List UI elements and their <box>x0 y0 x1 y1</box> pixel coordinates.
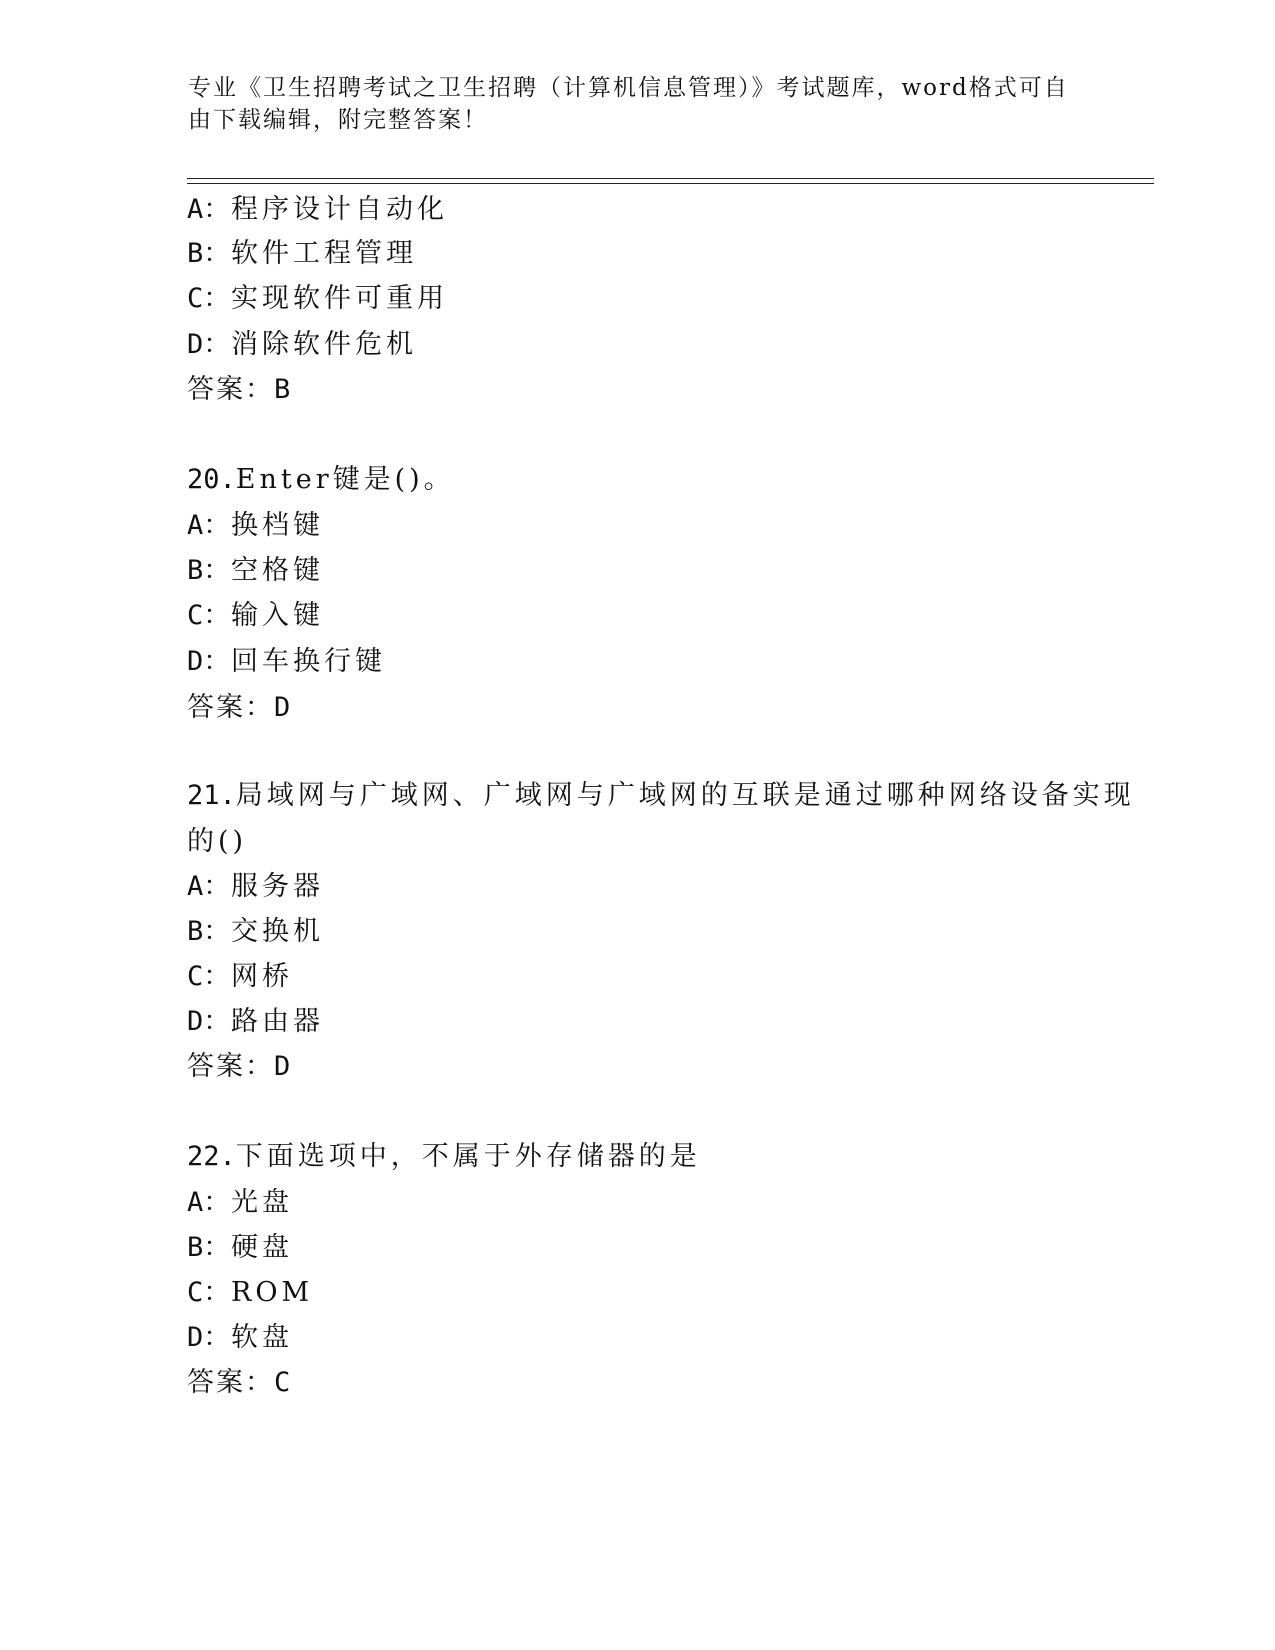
option-text: 光盘 <box>231 1187 293 1218</box>
option-text: 服务器 <box>231 871 324 902</box>
option-letter: D： <box>187 329 231 360</box>
question-number: 22. <box>187 1141 236 1172</box>
option-row <box>187 506 324 546</box>
option-text: 回车换行键 <box>231 646 386 677</box>
question-number: 20. <box>187 464 236 495</box>
option-text: 路由器 <box>231 1006 324 1037</box>
option-letter: D： <box>187 646 231 677</box>
option-letter: B： <box>187 1232 231 1263</box>
document-header <box>188 72 1088 136</box>
answer-value: D <box>274 692 293 723</box>
question-row <box>187 776 1135 816</box>
question-text: Enter键是()。 <box>235 464 455 495</box>
option-row <box>187 325 417 365</box>
option-text: 网桥 <box>231 961 293 992</box>
header-line-2: 由下载编辑，附完整答案！ <box>188 107 488 133</box>
option-letter: A： <box>187 510 231 541</box>
option-letter: D： <box>187 1006 231 1037</box>
option-text: 实现软件可重用 <box>231 283 448 314</box>
answer-label: 答案： <box>187 1367 274 1398</box>
answer-row <box>187 688 292 728</box>
answer-row <box>187 1047 292 1087</box>
question-row <box>187 460 455 500</box>
option-row <box>187 596 324 636</box>
option-letter: A： <box>187 871 231 902</box>
option-row <box>187 867 324 907</box>
option-row <box>187 642 386 682</box>
option-row <box>187 912 324 952</box>
option-text: 软盘 <box>231 1322 293 1353</box>
option-row <box>187 234 417 274</box>
header-divider-top <box>187 178 1154 179</box>
answer-label: 答案： <box>187 1051 274 1082</box>
option-row <box>187 1002 324 1042</box>
option-text: 交换机 <box>231 916 324 947</box>
option-letter: D： <box>187 1322 231 1353</box>
option-row <box>187 1183 293 1223</box>
question-number: 21. <box>187 780 236 811</box>
option-letter: A： <box>187 1187 231 1218</box>
option-letter: B： <box>187 916 231 947</box>
question-row-continued <box>187 822 247 862</box>
answer-value: C <box>274 1367 293 1398</box>
option-letter: A： <box>187 194 231 225</box>
option-letter: C： <box>187 961 231 992</box>
option-letter: C： <box>187 1277 231 1308</box>
question-row <box>187 1137 701 1177</box>
answer-row <box>187 370 292 410</box>
option-row <box>187 551 324 591</box>
option-text: ROM <box>231 1277 314 1308</box>
option-row <box>187 190 448 230</box>
option-letter: B： <box>187 555 231 586</box>
option-text: 换档键 <box>231 510 324 541</box>
header-line-1: 专业《卫生招聘考试之卫生招聘（计算机信息管理）》考试题库，word格式可自 <box>188 75 1069 101</box>
option-text: 输入键 <box>231 600 324 631</box>
answer-label: 答案： <box>187 374 274 405</box>
option-row <box>187 279 448 319</box>
answer-row <box>187 1363 292 1403</box>
option-letter: B： <box>187 238 231 269</box>
answer-value: D <box>274 1051 293 1082</box>
option-row <box>187 1318 293 1358</box>
option-text: 消除软件危机 <box>231 329 417 360</box>
answer-value: B <box>274 374 293 405</box>
option-text: 软件工程管理 <box>231 238 417 269</box>
option-row <box>187 1273 313 1313</box>
question-text: 局域网与广域网、广域网与广域网的互联是通过哪种网络设备实现 <box>235 780 1135 811</box>
option-letter: C： <box>187 600 231 631</box>
question-text: 下面选项中，不属于外存储器的是 <box>235 1141 701 1172</box>
option-row <box>187 957 293 997</box>
header-divider-bottom <box>187 183 1154 184</box>
option-letter: C： <box>187 283 231 314</box>
option-text: 空格键 <box>231 555 324 586</box>
question-text-continued: 的() <box>187 826 248 857</box>
answer-label: 答案： <box>187 692 274 723</box>
option-text: 程序设计自动化 <box>231 194 448 225</box>
option-text: 硬盘 <box>231 1232 293 1263</box>
option-row <box>187 1228 293 1268</box>
